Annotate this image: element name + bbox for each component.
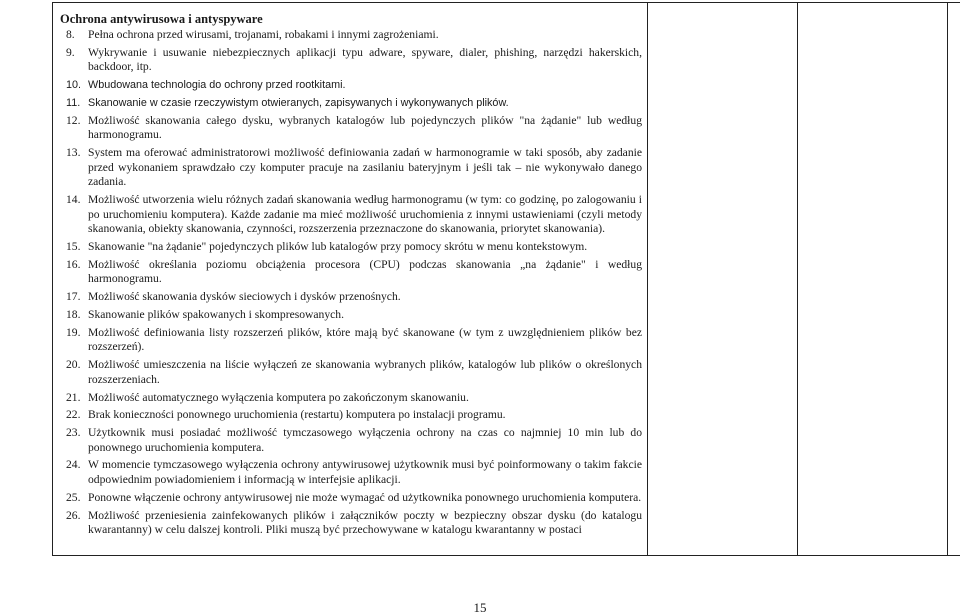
list-item-text: Skanowanie w czasie rzeczywistym otwieranych, zapisywanych i wykonywanych plików. [88,96,509,109]
list-item-text: Możliwość umieszczenia na liście wyłączeń ze skanowania wybranych plików, katalogów lub plików o określonych rozszerzeniach. [88,358,642,386]
column-divider-3 [947,2,948,556]
list-item-number: 24. [66,458,81,472]
list-item-text: Możliwość automatycznego wyłączenia komputera po zakończonym skanowaniu. [88,390,469,404]
list-item-number: 13. [66,146,81,160]
list-item-number: 18. [66,307,81,321]
list-item-text: Możliwość definiowania listy rozszerzeń plików, które mają być skanowane (w tym z uwzględnieniem plików bez rozszerzeń). [88,325,642,354]
list-item [60,46,642,75]
list-item-text: W momencie tymczasowego wyłączenia ochrony antywirusowej użytkownik musi być poinformowany o takim fakcie odpowiednim powiadomieniem i informacją w interfejsie aplikacji. [88,458,642,487]
list-item [60,308,642,323]
list-item-number: 10. [66,79,82,92]
list-item-number: 14. [66,193,81,207]
list-item-number: 21. [66,390,81,404]
list-item-number: 22. [66,408,81,422]
list-item [60,491,642,506]
page-number: 15 [473,600,487,615]
list-item-number: 11. [66,96,81,109]
list-item-text: Użytkownik musi posiadać możliwość tymczasowego wyłączenia ochrony na czas co najmniej 10 min lub do ponownego uruchomienia komputera. [88,426,642,454]
list-item-text: Możliwość przeniesienia zainfekowanych plików i załączników poczty w bezpieczny obszar dysku (do katalogu kwarantanny) w celu dalszej kontroli. Pliki muszą być przechowywane w katalogu kwarantanny w postaci [88,508,642,537]
list-item-text: Wbudowana technologia do ochrony przed rootkitami. [88,79,346,92]
list-item [60,78,642,93]
list-item-number: 20. [66,358,81,372]
list-item-text: Ponowne włączenie ochrony antywirusowej nie może wymagać od użytkownika ponownego uruchomienia komputera. [88,490,642,504]
list-item [60,509,642,538]
list-item-number: 17. [66,290,81,304]
list-item-text: Brak konieczności ponownego uruchomienia (restartu) komputera po instalacji programu. [88,408,506,422]
list-item-text: Możliwość określania poziomu obciążenia procesora (CPU) podczas skanowania „na żądanie" i według harmonogramu. [88,257,642,286]
list-item [60,28,642,43]
list-item [60,391,642,406]
list-item [60,96,642,111]
list-item-text: Skanowanie "na żądanie" pojedynczych plików lub katalogów przy pomocy skrótu w menu kontekstowym. [88,240,588,254]
list-item-number: 25. [66,490,81,504]
list-item [60,290,642,305]
list-item [60,240,642,255]
requirements-list [60,28,642,538]
list-item [60,258,642,287]
list-item [60,146,642,190]
list-item [60,426,642,455]
list-item [60,458,642,487]
list-item-text: Skanowanie plików spakowanych i skompresowanych. [88,307,344,321]
list-item-text: Możliwość skanowania dysków sieciowych i dysków przenośnych. [88,290,401,304]
table-top-border [52,2,960,3]
table-bottom-border [52,555,960,556]
list-item-number: 26. [66,508,81,522]
list-item-text: System ma oferować administratorowi możliwość definiowania zadań w harmonogramie w taki sposób, aby zadanie przed wykonaniem sprawdzało czy komputer pracuje na zasilaniu bateryjnym i jeśli tak – nie wykonywało danego zadania. [88,146,642,189]
table-left-border [52,2,53,556]
list-item [60,408,642,423]
list-item-text: Możliwość utworzenia wielu różnych zadań skanowania według harmonogramu (w tym: co godzinę, po zalogowaniu i po uruchomieniu komputera). Każde zadanie ma mieć możliwość uruchomienia z innymi ustawieniami (czyli metody skanowania, obiekty skanowania, czynności, rozszerzenia przeznaczone do skanowania, priorytet skanowania). [88,193,642,236]
list-item-text: Wykrywanie i usuwanie niebezpiecznych aplikacji typu adware, spyware, dialer, phishing, narzędzi hakerskich, backdoor, itp. [88,45,642,74]
column-divider-1 [647,2,648,556]
list-item-text: Pełna ochrona przed wirusami, trojanami, robakami i innymi zagrożeniami. [88,28,439,41]
list-item-number: 15. [66,240,81,254]
list-item [60,326,642,355]
list-item-text: Możliwość skanowania całego dysku, wybranych katalogów lub pojedynczych plików "na żądanie" lub według harmonogramu. [88,113,642,142]
list-item-number: 9. [66,45,75,59]
list-item-number: 12. [66,113,81,127]
list-item-number: 23. [66,426,81,440]
list-item [60,193,642,237]
list-item [60,114,642,143]
list-item-number: 19. [66,325,81,339]
list-item [60,358,642,387]
column-divider-2 [797,2,798,556]
list-item-number: 8. [66,28,75,41]
section-heading: Ochrona antywirusowa i antyspyware [60,12,263,26]
list-item-number: 16. [66,257,81,271]
requirements-cell [60,12,642,541]
